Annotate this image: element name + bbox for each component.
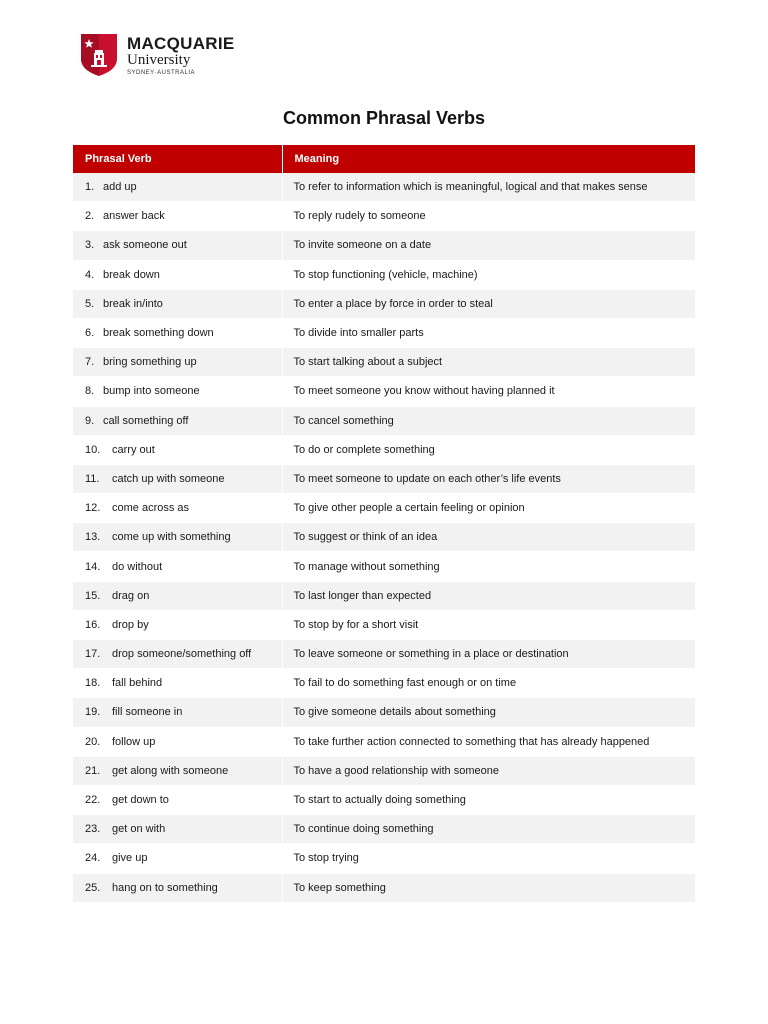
phrasal-verbs-table: [73, 145, 695, 903]
phrasal-verb-text: ask someone out: [103, 239, 187, 252]
brand-name: MACQUARIE: [127, 34, 235, 53]
meaning-cell: To manage without something: [282, 552, 695, 581]
table-row: [73, 698, 695, 727]
table-row: [73, 231, 695, 260]
document-title: Common Phrasal Verbs: [282, 108, 486, 128]
header-phrasal-verb: Phrasal Verb: [73, 145, 282, 173]
table-row: [73, 435, 695, 464]
row-number: 3.: [85, 239, 95, 252]
phrasal-verb-cell: [73, 231, 282, 260]
table-row: [73, 406, 695, 435]
row-number: 20.: [85, 735, 101, 748]
table-row: [73, 610, 695, 639]
row-number: 15.: [85, 589, 101, 602]
phrasal-verb-cell: [73, 552, 282, 581]
meaning-cell: To keep something: [282, 873, 695, 902]
table-row: [73, 173, 695, 202]
row-number: 25.: [85, 881, 101, 894]
phrasal-verb-text: drop someone/something off: [112, 648, 252, 661]
phrasal-verb-text: answer back: [103, 210, 165, 223]
row-number: 7.: [85, 356, 95, 369]
phrasal-verb-text: carry out: [112, 443, 155, 456]
phrasal-verb-text: get on with: [112, 823, 166, 836]
meaning-cell: To give other people a certain feeling or opinion: [282, 494, 695, 523]
meaning-cell: To divide into smaller parts: [282, 318, 695, 347]
header-meaning: Meaning: [282, 145, 695, 173]
phrasal-verb-text: bring something up: [103, 356, 197, 369]
row-number: 14.: [85, 560, 101, 573]
table-row: [73, 377, 695, 406]
phrasal-verb-text: drop by: [112, 618, 149, 631]
phrasal-verb-cell: [73, 289, 282, 318]
macquarie-logo: [80, 33, 235, 77]
phrasal-verb-cell: [73, 815, 282, 844]
row-number: 13.: [85, 531, 101, 544]
meaning-cell: To enter a place by force in order to steal: [282, 289, 695, 318]
row-number: 4.: [85, 268, 95, 281]
phrasal-verb-cell: [73, 640, 282, 669]
table-row: [73, 844, 695, 873]
phrasal-verb-cell: [73, 785, 282, 814]
phrasal-verb-cell: [73, 873, 282, 902]
meaning-cell: To take further action connected to something that has already happened: [282, 727, 695, 756]
table-row: [73, 873, 695, 902]
table-row: [73, 494, 695, 523]
phrasal-verb-text: add up: [103, 181, 137, 194]
meaning-cell: To give someone details about something: [282, 698, 695, 727]
table-row: [73, 581, 695, 610]
table-row: [73, 260, 695, 289]
meaning-cell: To invite someone on a date: [282, 231, 695, 260]
meaning-cell: To reply rudely to someone: [282, 202, 695, 231]
row-number: 1.: [85, 181, 95, 194]
row-number: 9.: [85, 414, 95, 427]
phrasal-verbs-table-container: [73, 145, 695, 903]
table-row: [73, 348, 695, 377]
phrasal-verb-cell: [73, 727, 282, 756]
phrasal-verb-cell: [73, 698, 282, 727]
meaning-cell: To continue doing something: [282, 815, 695, 844]
row-number: 23.: [85, 823, 101, 836]
table-row: [73, 552, 695, 581]
table-row: [73, 464, 695, 493]
meaning-cell: To refer to information which is meaningful, logical and that makes sense: [282, 173, 695, 202]
meaning-cell: To fail to do something fast enough or on time: [282, 669, 695, 698]
brand-subtitle: University: [127, 52, 191, 68]
meaning-cell: To stop by for a short visit: [282, 610, 695, 639]
row-number: 6.: [85, 327, 95, 340]
table-row: [73, 318, 695, 347]
phrasal-verb-cell: [73, 844, 282, 873]
phrasal-verb-cell: [73, 406, 282, 435]
table-row: [73, 289, 695, 318]
table-row: [73, 669, 695, 698]
phrasal-verb-cell: [73, 435, 282, 464]
brand-location: SYDNEY·AUSTRALIA: [127, 70, 196, 76]
row-number: 21.: [85, 764, 101, 777]
phrasal-verb-text: fall behind: [112, 677, 163, 690]
meaning-cell: To stop trying: [282, 844, 695, 873]
phrasal-verb-text: follow up: [112, 735, 156, 748]
row-number: 16.: [85, 618, 101, 631]
meaning-cell: To meet someone to update on each other’s life events: [282, 464, 695, 493]
phrasal-verb-cell: [73, 377, 282, 406]
phrasal-verb-cell: [73, 581, 282, 610]
phrasal-verb-text: get along with someone: [112, 764, 229, 777]
meaning-cell: To stop functioning (vehicle, machine): [282, 260, 695, 289]
phrasal-verb-cell: [73, 348, 282, 377]
table-row: [73, 523, 695, 552]
meaning-cell: To do or complete something: [282, 435, 695, 464]
phrasal-verb-text: drag on: [112, 589, 150, 602]
row-number: 11.: [85, 472, 100, 485]
row-number: 17.: [85, 648, 101, 661]
row-number: 24.: [85, 852, 101, 865]
phrasal-verb-cell: [73, 494, 282, 523]
phrasal-verb-cell: [73, 464, 282, 493]
phrasal-verb-cell: [73, 260, 282, 289]
table-row: [73, 785, 695, 814]
meaning-cell: To meet someone you know without having planned it: [282, 377, 695, 406]
table-header-row: [73, 145, 695, 173]
shield-crest-icon: [80, 33, 118, 77]
phrasal-verb-cell: [73, 318, 282, 347]
phrasal-verb-text: break in/into: [103, 297, 163, 310]
row-number: 18.: [85, 677, 101, 690]
row-number: 10.: [85, 443, 101, 456]
row-number: 19.: [85, 706, 101, 719]
phrasal-verb-text: come up with something: [112, 531, 231, 544]
phrasal-verb-text: do without: [112, 560, 163, 573]
table-row: [73, 202, 695, 231]
phrasal-verb-cell: [73, 173, 282, 202]
table-row: [73, 727, 695, 756]
meaning-cell: To last longer than expected: [282, 581, 695, 610]
table-row: [73, 815, 695, 844]
phrasal-verb-cell: [73, 669, 282, 698]
phrasal-verb-cell: [73, 610, 282, 639]
phrasal-verb-cell: [73, 756, 282, 785]
phrasal-verb-text: catch up with someone: [112, 472, 225, 485]
table-row: [73, 640, 695, 669]
row-number: 12.: [85, 502, 101, 515]
phrasal-verb-text: hang on to something: [112, 881, 218, 894]
phrasal-verb-text: bump into someone: [103, 385, 200, 398]
phrasal-verb-text: come across as: [112, 502, 190, 515]
meaning-cell: To have a good relationship with someone: [282, 756, 695, 785]
row-number: 2.: [85, 210, 95, 223]
row-number: 22.: [85, 794, 101, 807]
meaning-cell: To suggest or think of an idea: [282, 523, 695, 552]
phrasal-verb-text: get down to: [112, 794, 169, 807]
meaning-cell: To start to actually doing something: [282, 785, 695, 814]
phrasal-verb-text: break something down: [103, 327, 214, 340]
phrasal-verb-cell: [73, 202, 282, 231]
phrasal-verb-text: fill someone in: [112, 706, 183, 719]
phrasal-verb-text: break down: [103, 268, 160, 281]
meaning-cell: To leave someone or something in a place or destination: [282, 640, 695, 669]
phrasal-verb-cell: [73, 523, 282, 552]
phrasal-verb-text: call something off: [103, 414, 189, 427]
row-number: 8.: [85, 385, 95, 398]
table-row: [73, 756, 695, 785]
phrasal-verb-text: give up: [112, 852, 148, 865]
meaning-cell: To start talking about a subject: [282, 348, 695, 377]
meaning-cell: To cancel something: [282, 406, 695, 435]
table-body: [73, 173, 695, 902]
row-number: 5.: [85, 297, 95, 310]
